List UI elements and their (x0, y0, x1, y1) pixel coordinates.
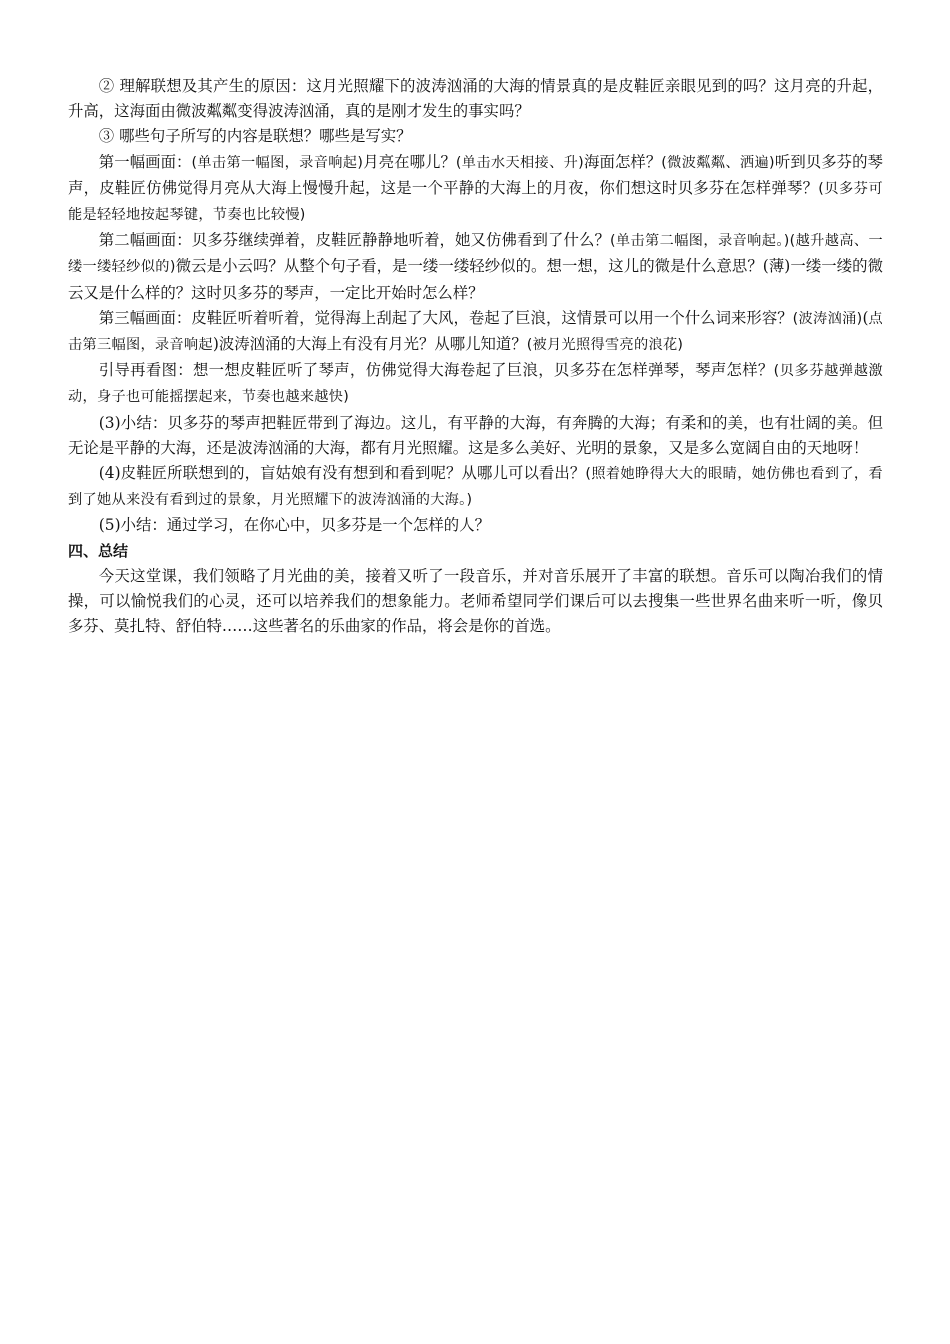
first-scene-text-4: 听到贝多芬的琴声，皮鞋匠仿佛觉得月亮从大海上慢慢升起，这是一个平静的大海上的月夜，你们想这时贝多芬在怎样弹琴？ (68, 152, 883, 197)
first-scene-note-1: (单击第一幅图，录音响起) (191, 154, 364, 171)
paragraph-first-scene (68, 150, 883, 229)
paragraph-closing: 今天这堂课，我们领略了月光曲的美，接着又听了一段音乐，并对音乐展开了丰富的联想。音乐可以陶冶我们的情操，可以愉悦我们的心灵，还可以培养我们的想象能力。老师希望同学们课后可以去搜集一些世界名曲来听一听，像贝多芬、莫扎特、舒伯特……这些著名的乐曲家的作品，将会是你的首选。 (68, 566, 883, 636)
paragraph-second-scene (68, 228, 883, 306)
third-scene-text-3: )波涛汹涌的大海上有没有月光？从哪儿知道？ (212, 335, 527, 354)
third-scene-text-1: 第三幅画面：皮鞋匠听着听着，觉得海上刮起了大风，卷起了巨浪，这情景可以用一个什么词来形容？ (98, 308, 793, 327)
second-scene-note-1: (单击第二幅图，录音响起。) (609, 233, 790, 250)
first-scene-note-4: (贝多芬可能是轻轻地按起琴键，节奏也比较慢) (68, 180, 883, 224)
first-scene-text-1: 第一幅画面： (98, 152, 192, 171)
question-4-text-1: (4)皮鞋匠所联想到的，盲姑娘有没有想到和看到呢？从哪儿可以看出？ (98, 464, 586, 483)
paragraph-guide-look-again (68, 358, 883, 410)
third-scene-note-1: (波涛汹涌) (792, 310, 863, 327)
second-scene-text-2: 微云是小云吗？从整个句子看，是一缕一缕轻纱似的。想一想，这儿的微是什么意思？(薄)一缕一缕的微云又是什么样的？这时贝多芬的琴声，一定比开始时怎么样？ (68, 257, 884, 302)
first-scene-note-2: (单击水天相接、升) (455, 154, 584, 171)
first-scene-text-3: 海面怎样？ (584, 152, 662, 171)
third-scene-note-2: 点击第三幅图，录音响起 (68, 310, 883, 354)
question-4-note-1: (照着她睁得大大的眼睛，她仿佛也看到了，看到了她从来没有看到过的景象，月光照耀下的波涛汹涌的大海。) (68, 466, 883, 509)
section-heading-summary: 四、总结 (68, 541, 129, 560)
guide-text-1: 引导再看图：想一想皮鞋匠听了琴声，仿佛觉得大海卷起了巨浪，贝多芬在怎样弹琴，琴声怎样？ (98, 361, 774, 380)
paragraph-question-4 (68, 461, 883, 513)
document-page (68, 74, 883, 639)
second-scene-text-1: 第二幅画面：贝多芬继续弹着，皮鞋匠静静地听着，她又仿佛看到了什么？ (98, 231, 610, 250)
paragraph-understand-association: ② 理解联想及其产生的原因：这月光照耀下的波涛汹涌的大海的情景真的是皮鞋匠亲眼见到的吗？这月亮的升起，升高，这海面由微波粼粼变得波涛汹涌，真的是刚才发生的事实吗？ (68, 77, 883, 121)
guide-note-1: (贝多芬越弹越激动，身子也可能摇摆起来，节奏也越来越快) (68, 363, 883, 406)
third-scene-note-3: (被月光照得雪亮的浪花) (526, 337, 684, 354)
paragraph-third-scene (68, 306, 883, 358)
paragraph-which-sentences: ③ 哪些句子所写的内容是联想？哪些是写实？ (98, 127, 412, 146)
first-scene-text-2: 月亮在哪儿？ (363, 152, 456, 171)
first-scene-note-3: (微波粼粼、洒遍) (661, 154, 775, 171)
paragraph-summary-5: (5)小结：通过学习，在你心中，贝多芬是一个怎样的人？ (98, 516, 490, 535)
second-scene-note-2: (越升越高、一缕一缕轻纱似的) (68, 233, 883, 276)
third-scene-text-2: ( (862, 308, 869, 327)
paragraph-summary-3: (3)小结：贝多芬的琴声把鞋匠带到了海边。这儿，有平静的大海，有奔腾的大海；有柔和的美，也有壮阔的美。但无论是平静的大海，还是波涛汹涌的大海，都有月光照耀。这是多么美好、光明的景象，又是多么宽阔自由的天地呀！ (68, 413, 883, 457)
